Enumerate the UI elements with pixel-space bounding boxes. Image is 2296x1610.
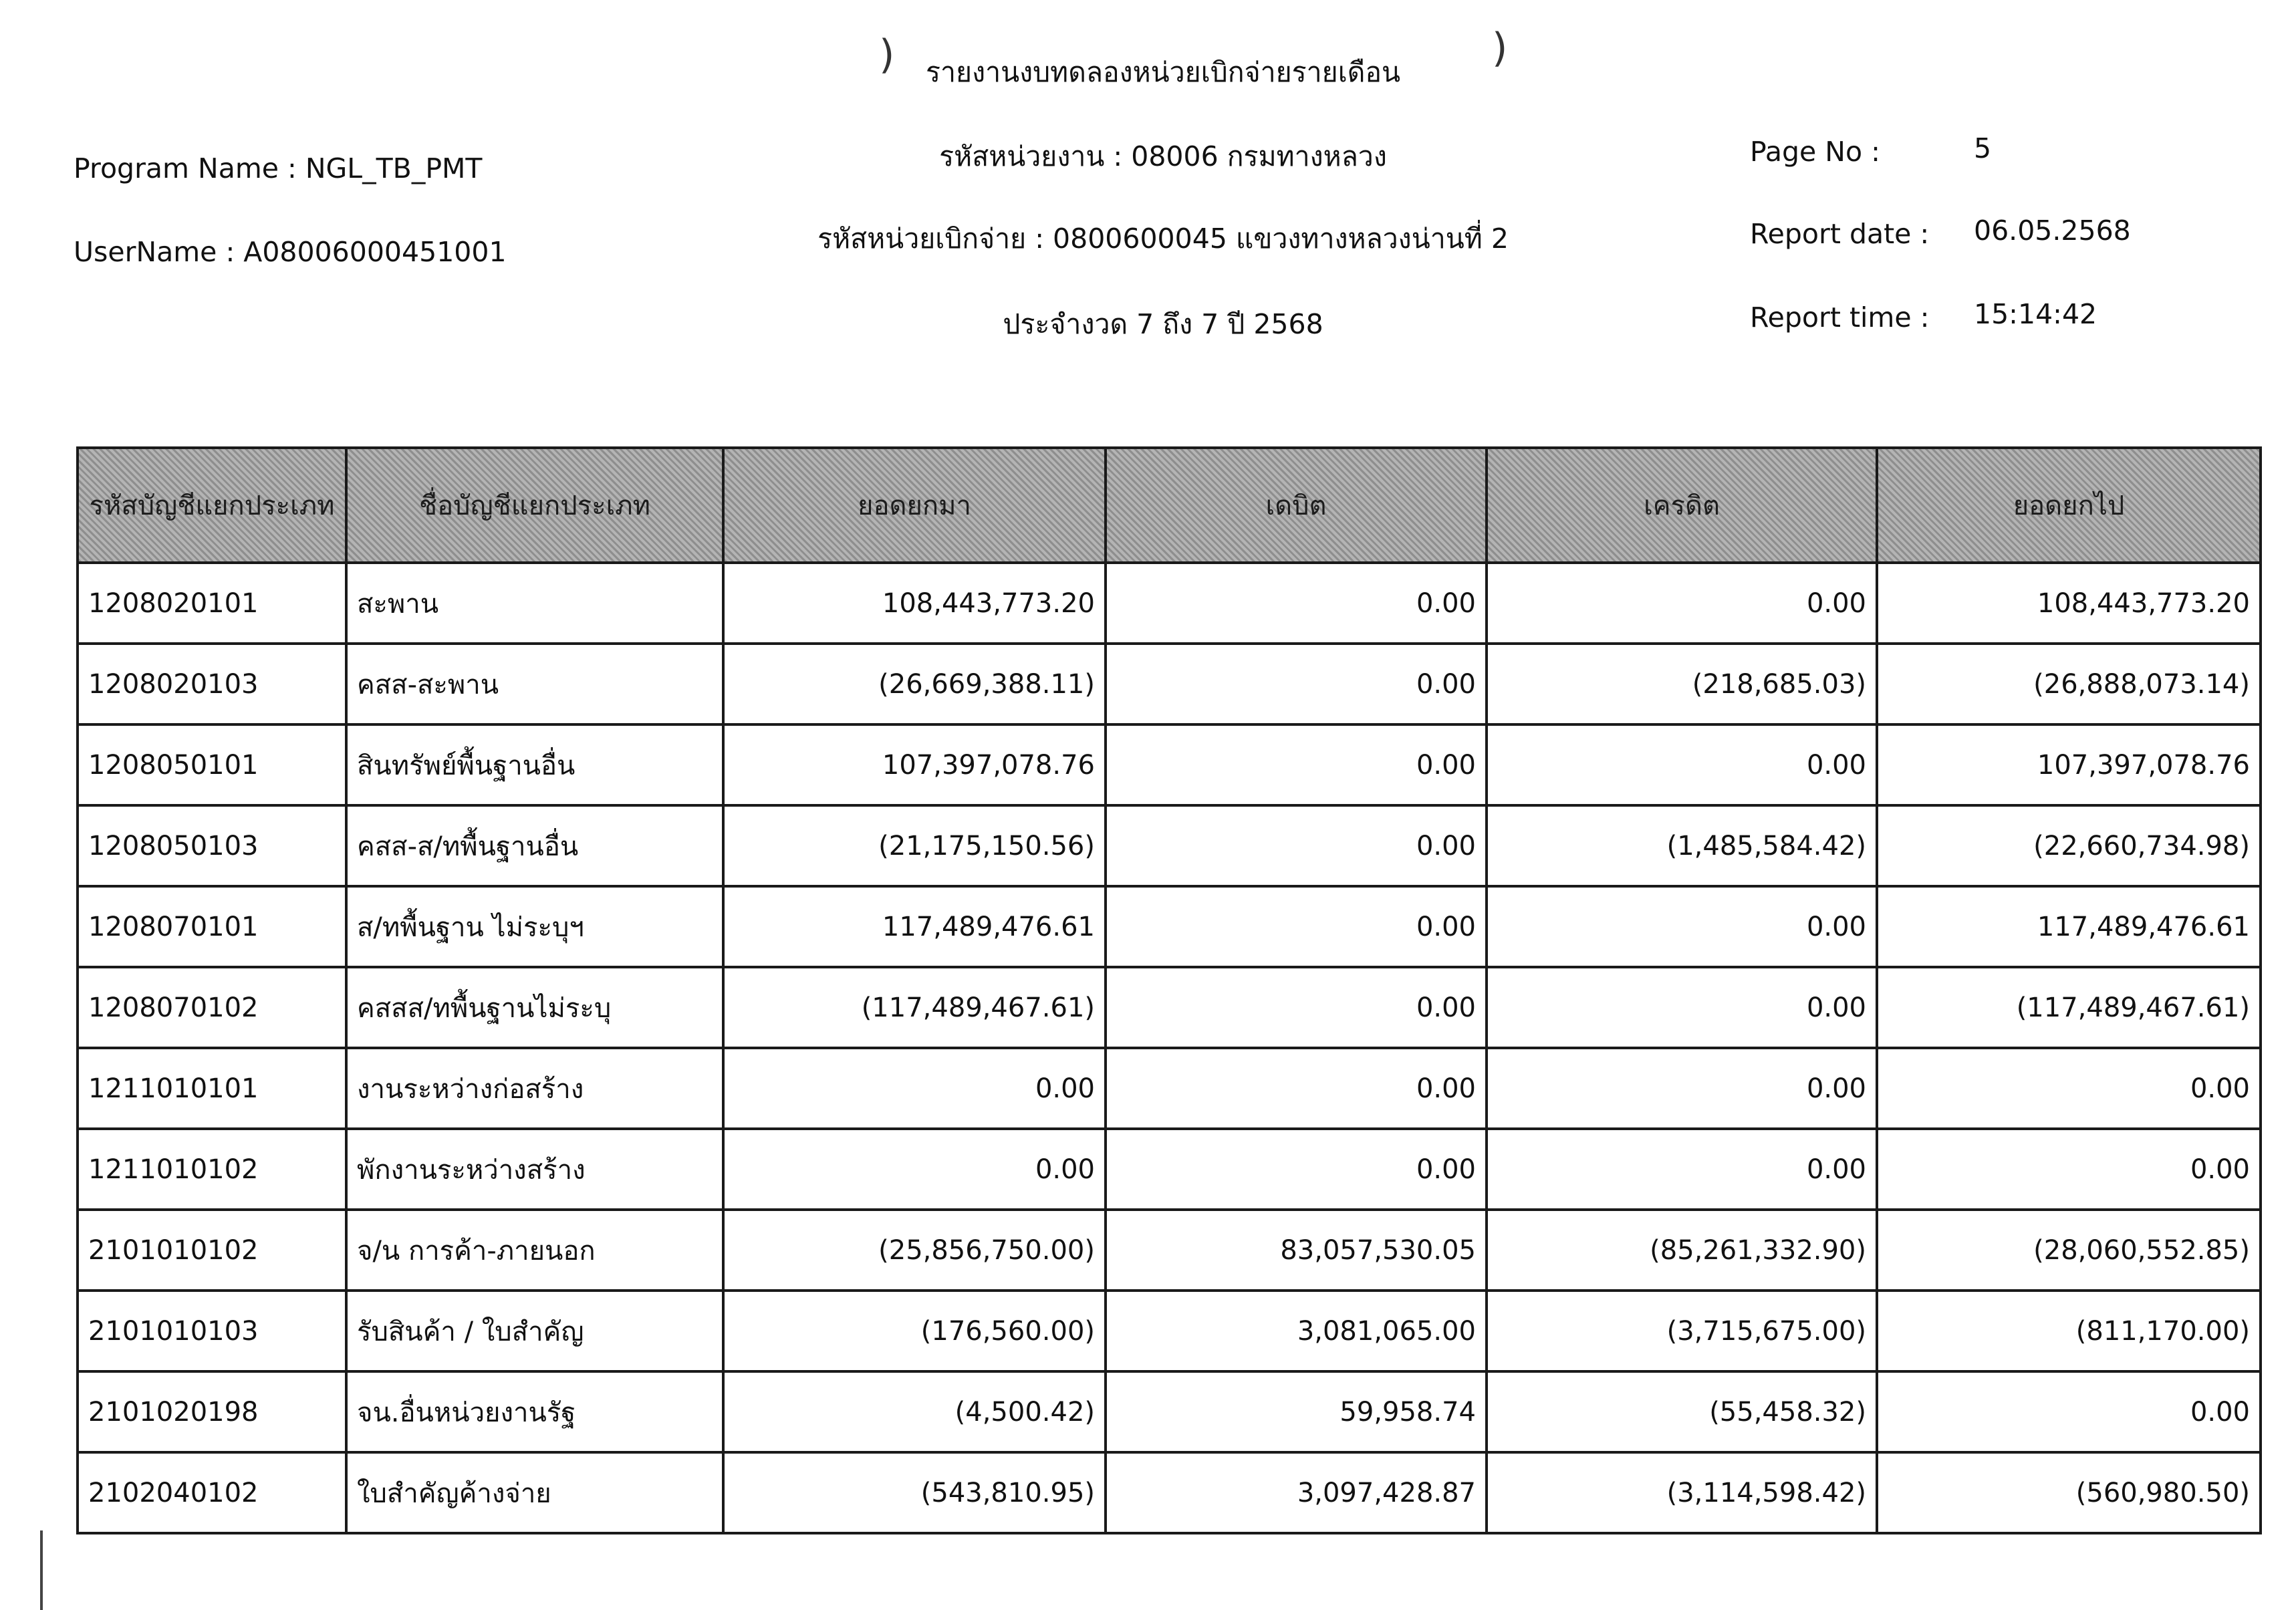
table-row <box>78 1291 2261 1371</box>
account-name: จ/น การค้า-ภายนอก <box>346 1210 723 1291</box>
brought-forward: (4,500.42) <box>723 1371 1106 1452</box>
report-time-value: 15:14:42 <box>1974 298 2097 330</box>
header-account-code: รหัสบัญชีแยกประเภท <box>78 448 346 563</box>
credit: 0.00 <box>1487 886 1877 967</box>
report-date-label: Report date : <box>1750 218 1930 250</box>
credit: 0.00 <box>1487 967 1877 1048</box>
table-row <box>78 1210 2261 1291</box>
debit: 0.00 <box>1106 886 1487 967</box>
brought-forward: (176,560.00) <box>723 1291 1106 1371</box>
brought-forward: (543,810.95) <box>723 1452 1106 1533</box>
report-date-value: 06.05.2568 <box>1974 215 2131 247</box>
account-code: 1208020103 <box>78 644 346 724</box>
carried-forward: 108,443,773.20 <box>1877 563 2261 644</box>
debit: 0.00 <box>1106 563 1487 644</box>
table-header-row <box>78 448 2261 563</box>
debit: 0.00 <box>1106 805 1487 886</box>
brought-forward: 107,397,078.76 <box>723 724 1106 805</box>
credit: (218,685.03) <box>1487 644 1877 724</box>
table-row <box>78 967 2261 1048</box>
debit: 3,081,065.00 <box>1106 1291 1487 1371</box>
account-name: จน.อื่นหน่วยงานรัฐ <box>346 1371 723 1452</box>
report-time-label: Report time : <box>1750 301 1930 333</box>
account-code: 1208020101 <box>78 563 346 644</box>
header-credit: เครดิต <box>1487 448 1877 563</box>
brought-forward: 0.00 <box>723 1129 1106 1210</box>
credit: 0.00 <box>1487 1129 1877 1210</box>
carried-forward: 0.00 <box>1877 1048 2261 1129</box>
brought-forward: (25,856,750.00) <box>723 1210 1106 1291</box>
page-no-value: 5 <box>1974 132 1992 164</box>
account-name: คสส-ส/ทพื้นฐานอื่น <box>346 805 723 886</box>
program-name: Program Name : NGL_TB_PMT <box>74 152 483 184</box>
debit: 0.00 <box>1106 967 1487 1048</box>
debit: 83,057,530.05 <box>1106 1210 1487 1291</box>
header-account-name: ชื่อบัญชีแยกประเภท <box>346 448 723 563</box>
account-name: รับสินค้า / ใบสำคัญ <box>346 1291 723 1371</box>
table-row <box>78 724 2261 805</box>
account-code: 2101010102 <box>78 1210 346 1291</box>
account-name: งานระหว่างก่อสร้าง <box>346 1048 723 1129</box>
table-row <box>78 644 2261 724</box>
brought-forward: (26,669,388.11) <box>723 644 1106 724</box>
credit: (85,261,332.90) <box>1487 1210 1877 1291</box>
brought-forward: (21,175,150.56) <box>723 805 1106 886</box>
carried-forward: 107,397,078.76 <box>1877 724 2261 805</box>
header-debit: เดบิต <box>1106 448 1487 563</box>
hole-punch-mark: ) <box>879 31 895 78</box>
account-name: คสสส/ทพื้นฐานไม่ระบุ <box>346 967 723 1048</box>
credit: (3,715,675.00) <box>1487 1291 1877 1371</box>
trial-balance-table <box>76 446 2262 1534</box>
header-carried-forward: ยอดยกไป <box>1877 448 2261 563</box>
account-code: 2101010103 <box>78 1291 346 1371</box>
account-code: 1208050103 <box>78 805 346 886</box>
account-code: 1208070101 <box>78 886 346 967</box>
report-title: รายงานงบทดลองหน่วยเบิกจ่ายรายเดือน <box>926 56 1400 88</box>
account-name: สะพาน <box>346 563 723 644</box>
account-code: 2101020198 <box>78 1371 346 1452</box>
carried-forward: (117,489,467.61) <box>1877 967 2261 1048</box>
credit: (55,458.32) <box>1487 1371 1877 1452</box>
account-code: 1211010102 <box>78 1129 346 1210</box>
brought-forward: 108,443,773.20 <box>723 563 1106 644</box>
account-name: คสส-สะพาน <box>346 644 723 724</box>
brought-forward: 117,489,476.61 <box>723 886 1106 967</box>
table-row <box>78 1129 2261 1210</box>
debit: 3,097,428.87 <box>1106 1452 1487 1533</box>
account-code: 1208070102 <box>78 967 346 1048</box>
credit: 0.00 <box>1487 724 1877 805</box>
table-row <box>78 563 2261 644</box>
credit: 0.00 <box>1487 563 1877 644</box>
table-row <box>78 805 2261 886</box>
brought-forward: (117,489,467.61) <box>723 967 1106 1048</box>
carried-forward: 117,489,476.61 <box>1877 886 2261 967</box>
brought-forward: 0.00 <box>723 1048 1106 1129</box>
carried-forward: (28,060,552.85) <box>1877 1210 2261 1291</box>
agency-line: รหัสหน่วยงาน : 08006 กรมทางหลวง <box>939 140 1387 172</box>
scan-margin-line <box>40 1530 43 1610</box>
credit: (1,485,584.42) <box>1487 805 1877 886</box>
debit: 0.00 <box>1106 644 1487 724</box>
table-row <box>78 1452 2261 1533</box>
table-row <box>78 1371 2261 1452</box>
account-code: 2102040102 <box>78 1452 346 1533</box>
credit: (3,114,598.42) <box>1487 1452 1877 1533</box>
account-name: ใบสำคัญค้างจ่าย <box>346 1452 723 1533</box>
carried-forward: (811,170.00) <box>1877 1291 2261 1371</box>
debit: 0.00 <box>1106 1129 1487 1210</box>
username: UserName : A08006000451001 <box>74 236 507 268</box>
carried-forward: (26,888,073.14) <box>1877 644 2261 724</box>
account-name: สินทรัพย์พื้นฐานอื่น <box>346 724 723 805</box>
carried-forward: 0.00 <box>1877 1129 2261 1210</box>
page-no-label: Page No : <box>1750 136 1880 168</box>
account-name: ส/ทพื้นฐาน ไม่ระบุฯ <box>346 886 723 967</box>
account-code: 1208050101 <box>78 724 346 805</box>
header-brought-forward: ยอดยกมา <box>723 448 1106 563</box>
disbursing-unit-line: รหัสหน่วยเบิกจ่าย : 0800600045 แขวงทางหลวงน่านที่ 2 <box>817 223 1509 255</box>
credit: 0.00 <box>1487 1048 1877 1129</box>
table-row <box>78 886 2261 967</box>
account-code: 1211010101 <box>78 1048 346 1129</box>
debit: 0.00 <box>1106 1048 1487 1129</box>
period-line: ประจำงวด 7 ถึง 7 ปี 2568 <box>1003 308 1323 340</box>
hole-punch-mark: ) <box>1492 25 1508 72</box>
debit: 0.00 <box>1106 724 1487 805</box>
carried-forward: (560,980.50) <box>1877 1452 2261 1533</box>
debit: 59,958.74 <box>1106 1371 1487 1452</box>
table-row <box>78 1048 2261 1129</box>
carried-forward: (22,660,734.98) <box>1877 805 2261 886</box>
account-name: พักงานระหว่างสร้าง <box>346 1129 723 1210</box>
carried-forward: 0.00 <box>1877 1371 2261 1452</box>
